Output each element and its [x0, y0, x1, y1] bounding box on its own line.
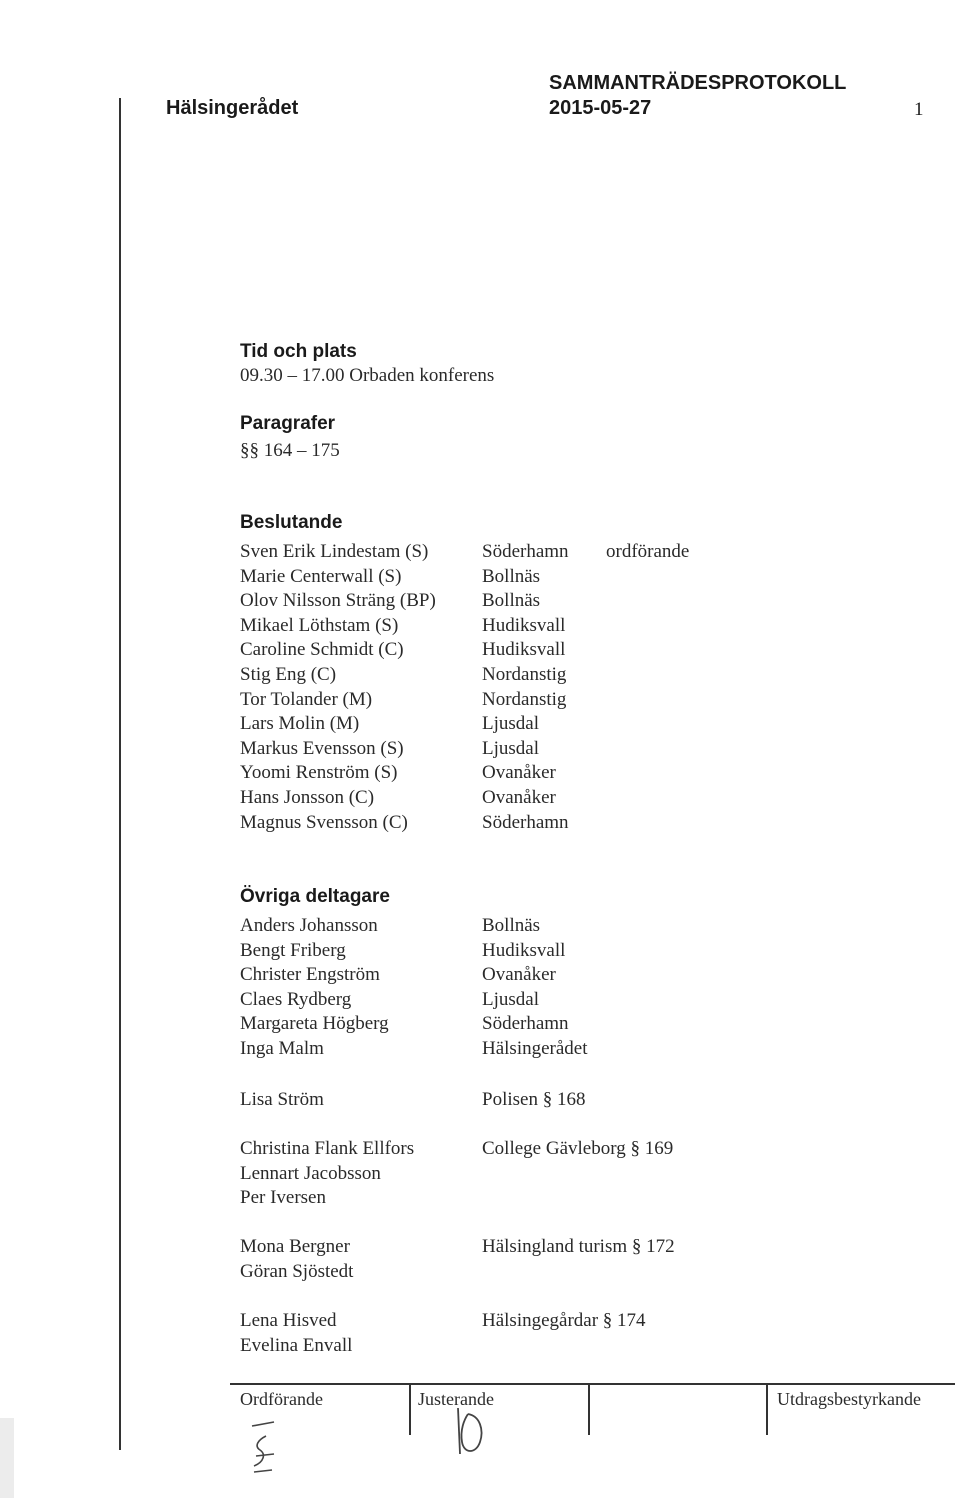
- chair-initials-signature: [244, 1418, 292, 1476]
- guest-organization: Hälsingegårdar § 174: [482, 1310, 646, 1331]
- member-municipality: Bollnäs: [482, 590, 541, 612]
- member-name: Stig Eng (C): [240, 664, 337, 685]
- member-role: ordförande: [606, 541, 690, 562]
- guest-name: Evelina Envall: [240, 1334, 353, 1356]
- guest-name: Göran Sjöstedt: [240, 1260, 354, 1282]
- guest-name: Per Iversen: [240, 1187, 326, 1209]
- guest-name: Lisa Ström: [240, 1089, 324, 1110]
- member-municipality: Söderhamn: [482, 541, 569, 562]
- participant-organization: Hälsingerådet: [482, 1038, 588, 1059]
- footer-divider-1: [409, 1383, 411, 1435]
- member-name: Marie Centerwall (S): [240, 565, 402, 587]
- member-municipality: Söderhamn: [482, 811, 569, 833]
- member-name: Sven Erik Lindestam (S): [240, 541, 429, 562]
- member-municipality: Ljusdal: [482, 737, 539, 759]
- member-name: Yoomi Renström (S): [240, 762, 398, 784]
- participant-organization: Bollnäs: [482, 915, 541, 936]
- member-municipality: Nordanstig: [482, 688, 567, 710]
- member-name: Magnus Svensson (C): [240, 811, 408, 833]
- footer-top-rule: [230, 1383, 955, 1385]
- scan-edge-artifact: [0, 1418, 14, 1498]
- member-name: Olov Nilsson Sträng (BP): [240, 590, 436, 612]
- page-number: 1: [914, 99, 924, 120]
- member-name: Caroline Schmidt (C): [240, 639, 404, 661]
- time-place-heading: Tid och plats: [240, 341, 357, 362]
- participant-organization: Ljusdal: [482, 988, 539, 1010]
- member-name: Lars Molin (M): [240, 713, 360, 735]
- member-name: Tor Tolander (M): [240, 688, 373, 710]
- participant-name: Inga Malm: [240, 1038, 324, 1059]
- member-name: Markus Evensson (S): [240, 737, 404, 759]
- paragraphs-heading: Paragrafer: [240, 413, 336, 434]
- member-name: Mikael Löthstam (S): [240, 614, 399, 636]
- organization-name: Hälsingerådet: [166, 97, 299, 119]
- meeting-date: 2015-05-27: [549, 97, 652, 119]
- guest-organization: Hälsingland turism § 172: [482, 1236, 675, 1257]
- excerpt-certification-label: Utdragsbestyrkande: [777, 1389, 921, 1409]
- guest-name: Lena Hisved: [240, 1310, 337, 1331]
- participant-organization: Ovanåker: [482, 964, 556, 986]
- member-municipality: Bollnäs: [482, 565, 541, 587]
- participant-name: Anders Johansson: [240, 915, 378, 936]
- participant-organization: Hudiksvall: [482, 939, 566, 961]
- member-name: Hans Jonsson (C): [240, 787, 375, 808]
- guest-name: Lennart Jacobsson: [240, 1162, 381, 1184]
- guest-organization: Polisen § 168: [482, 1089, 586, 1110]
- participant-name: Claes Rydberg: [240, 988, 352, 1010]
- adjuster-initials-signature: [440, 1400, 500, 1460]
- member-municipality: Hudiksvall: [482, 639, 566, 661]
- adjuster-signature-label: Justerande: [418, 1389, 494, 1409]
- participant-name: Bengt Friberg: [240, 939, 346, 961]
- footer-divider-3: [766, 1383, 768, 1435]
- other-participants-heading: Övriga deltagare: [240, 886, 390, 907]
- document-title: SAMMANTRÄDESPROTOKOLL: [549, 72, 847, 94]
- participant-name: Margareta Högberg: [240, 1013, 389, 1035]
- footer-divider-2: [588, 1383, 590, 1435]
- decision-makers-heading: Beslutande: [240, 512, 343, 533]
- member-municipality: Hudiksvall: [482, 614, 566, 636]
- participant-name: Christer Engström: [240, 964, 380, 986]
- member-municipality: Nordanstig: [482, 664, 567, 685]
- left-margin-rule: [119, 98, 121, 1450]
- chair-signature-label: Ordförande: [240, 1389, 323, 1409]
- time-place-value: 09.30 – 17.00 Orbaden konferens: [240, 365, 495, 386]
- guest-name: Mona Bergner: [240, 1236, 350, 1257]
- member-municipality: Ovanåker: [482, 787, 556, 808]
- guest-name: Christina Flank Ellfors: [240, 1138, 415, 1159]
- participant-organization: Söderhamn: [482, 1013, 569, 1035]
- member-municipality: Ljusdal: [482, 713, 539, 735]
- paragraphs-value: §§ 164 – 175: [240, 440, 340, 461]
- member-municipality: Ovanåker: [482, 762, 556, 784]
- guest-organization: College Gävleborg § 169: [482, 1138, 674, 1159]
